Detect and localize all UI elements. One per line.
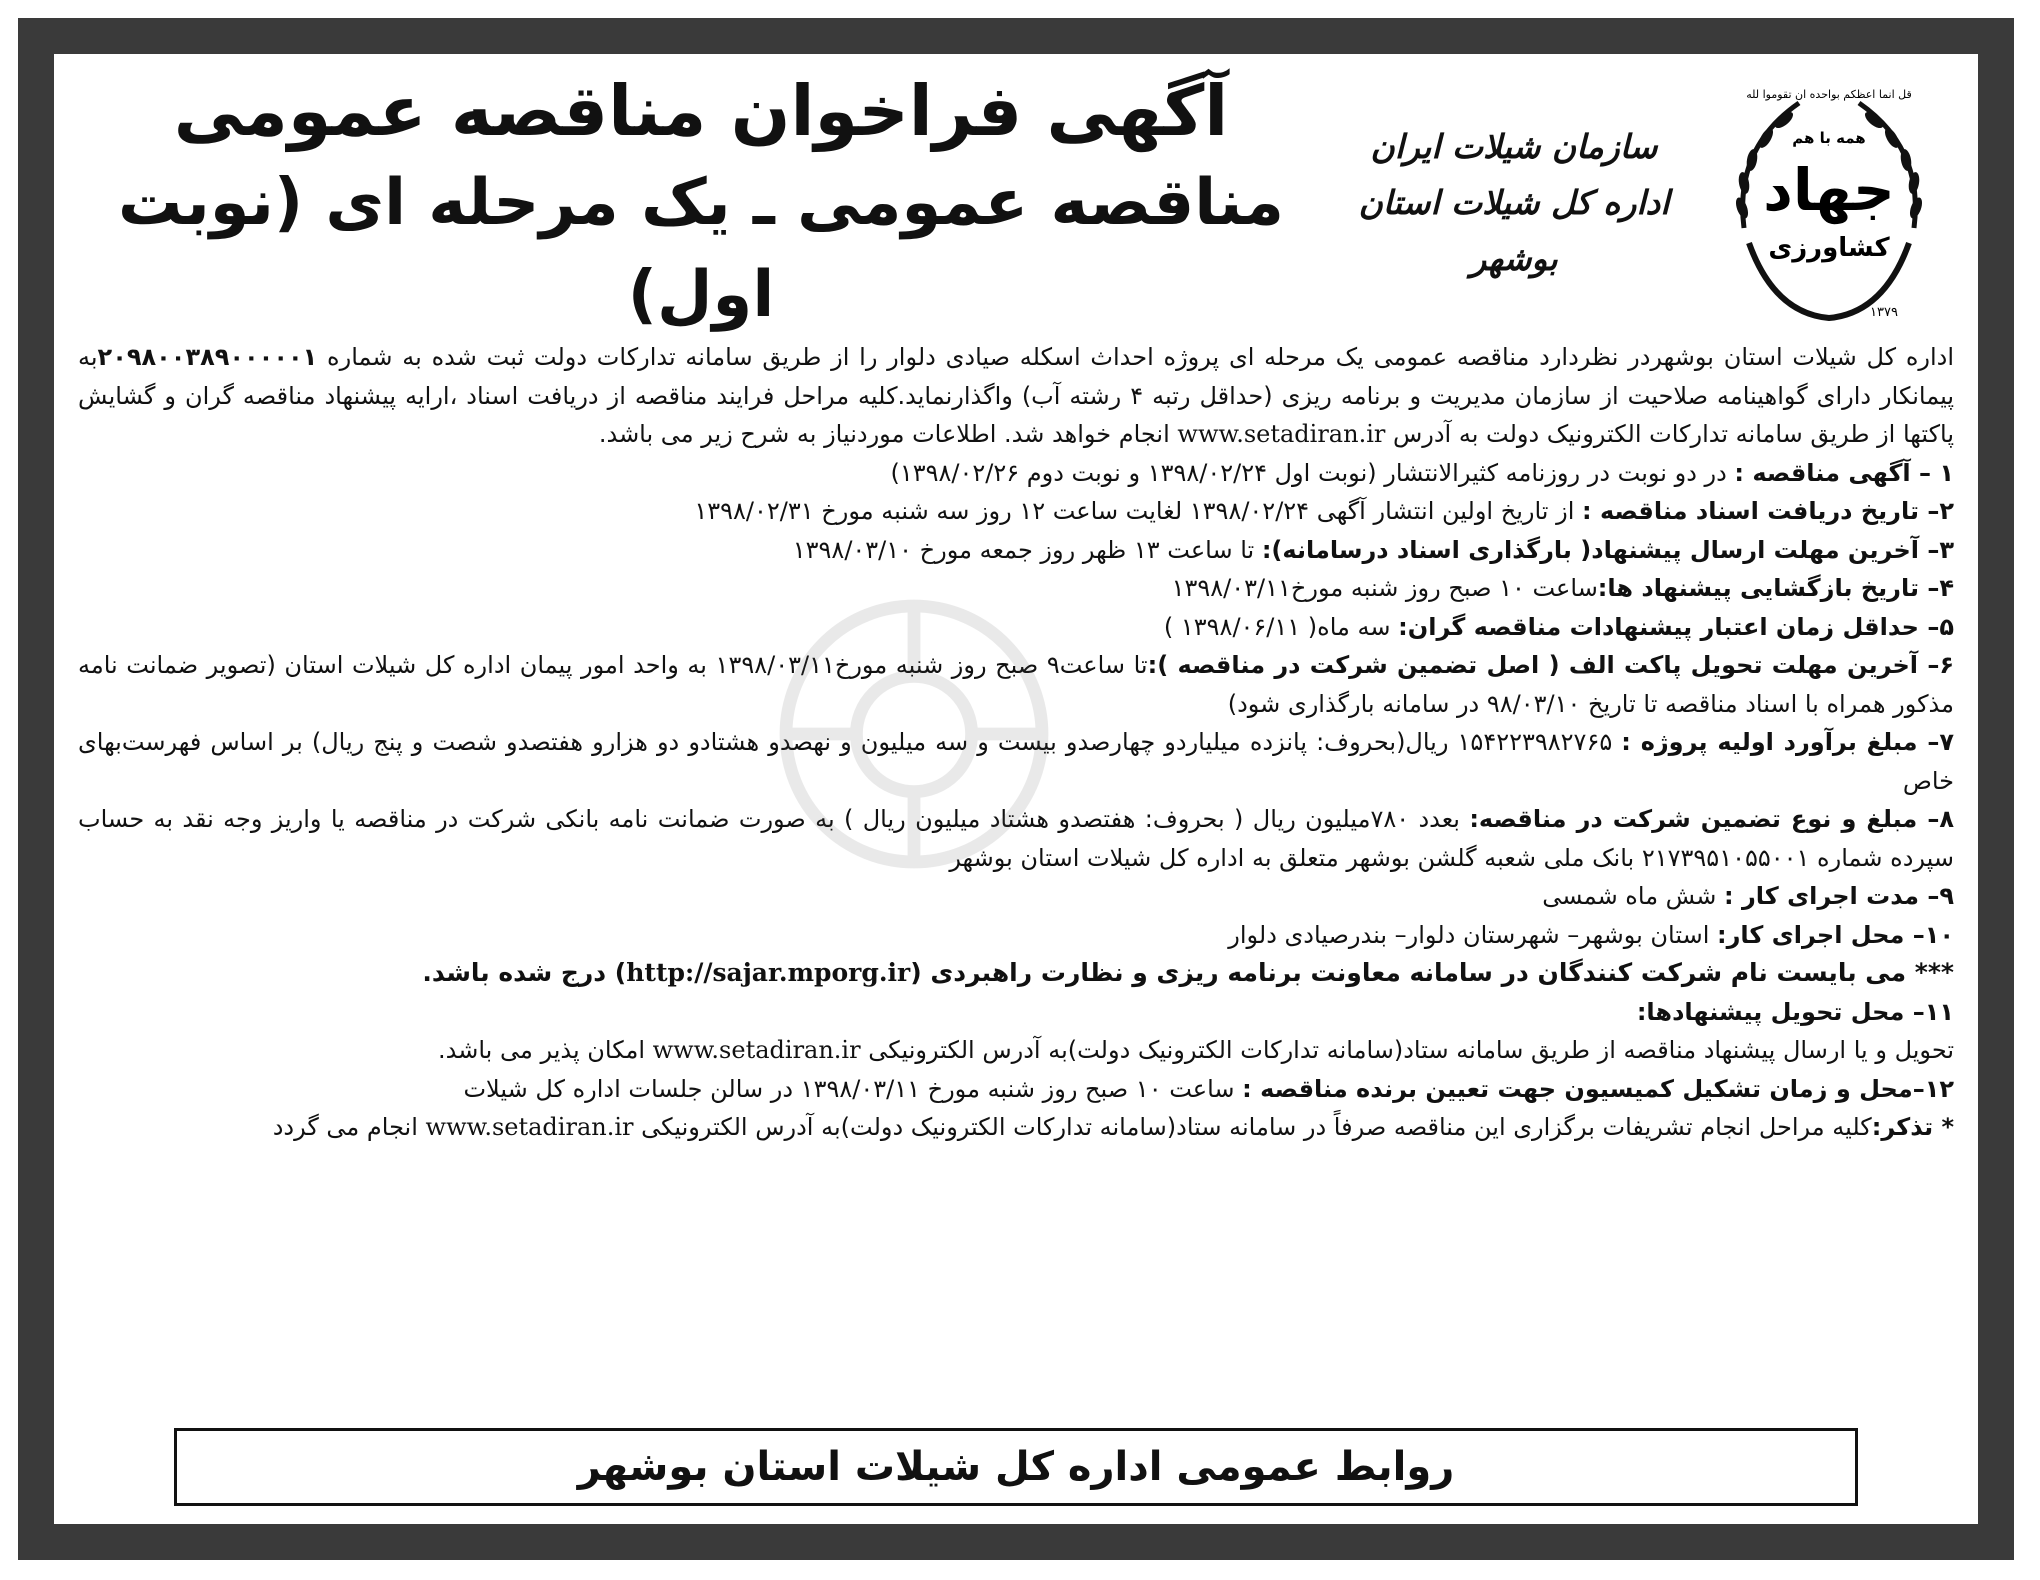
item-label: ۳– آخرین مهلت ارسال پیشنهاد( بارگذاری اسناد درسامانه): (1261, 535, 1954, 564)
item-label: ۴– تاریخ بازگشایی پیشنهاد ها: (1597, 574, 1954, 602)
item-label: ۱ – آگهی مناقصه : (1734, 458, 1954, 487)
item-11-text-b: امکان پذیر می باشد. (438, 1036, 653, 1064)
page-title: آگهی فراخوان مناقصه عمومی (173, 70, 1229, 152)
intro-text-a: اداره کل شیلات استان بوشهردر نظردارد مناقصه عمومی یک مرحله ای پروژه احداث اسکله صیادی دلوار را از طریق سامانه تدارکات دولت ثبت شده به شماره (317, 343, 1954, 371)
emblem-graphic (1704, 78, 1954, 328)
sajar-note (78, 954, 1954, 993)
item-3 (78, 531, 1954, 570)
item-11-link[interactable]: www.setadiran.ir (652, 1036, 861, 1064)
emblem-arc-text: قل انما اعظکم بواحده ان تقوموا لله (1746, 88, 1912, 101)
item-4 (78, 569, 1954, 608)
emblem-name: جهاد (1763, 156, 1895, 224)
item-text: در دو نوبت در روزنامه کثیرالانتشار (نوبت اول ۱۳۹۸/۰۲/۲۴ و نوبت دوم ۱۳۹۸/۰۲/۲۶) (890, 458, 1735, 487)
item-11-text (78, 1031, 1954, 1070)
sajar-note-suffix: ) درج شده باشد. (422, 958, 627, 987)
item-label: ۷– مبلغ برآورد اولیه پروژه : (1621, 728, 1954, 756)
emblem-year: ۱۳۷۹ (1870, 305, 1898, 320)
footer-signature: روابط عمومی اداره کل شیلات استان بوشهر (577, 1444, 1455, 1490)
item-2 (78, 492, 1954, 531)
item-12-text: ساعت ۱۰ صبح روز شنبه مورخ ۱۳۹۸/۰۳/۱۱ در سالن جلسات اداره کل شیلات (463, 1074, 1243, 1103)
announcement-body (78, 338, 1954, 1147)
item-11-text-a: تحویل و یا ارسال پیشنهاد مناقصه از طریق سامانه ستاد(سامانه تدارکات الکترونیک دولت)به آدرس الکترونیکی (860, 1036, 1954, 1064)
item-5 (78, 608, 1954, 647)
reminder-label: * تذکر: (1871, 1113, 1954, 1141)
intro-text-b: به پیمانکار دارای گواهینامه صلاحیت از سازمان مدیریت و برنامه ریزی (حداقل رتبه ۴ رشته آب) واگذارنماید.کلیه مراحل فرایند مناقصه از دریافت اسناد ،ارایه پیشنهاد مناقصه گران و گشایش پاکتها از طریق سامانه تدارکات الکترونیک دولت به آدرس (78, 343, 1954, 448)
footer-box (174, 1428, 1858, 1506)
emblem-top-text: همه با هم (1792, 129, 1866, 147)
item-11 (78, 993, 1954, 1032)
item-text: از تاریخ اولین انتشار آگهی ۱۳۹۸/۰۲/۲۴ لغایت ساعت ۱۲ روز سه شنبه مورخ ۱۳۹۸/۰۲/۳۱ (694, 497, 1582, 525)
item-label: ۹– مدت اجرای کار : (1724, 882, 1954, 910)
page-subtitle: مناقصه عمومی ـ یک مرحله ای (نوبت اول) (117, 166, 1285, 332)
items-list (78, 454, 1954, 955)
sajar-note-prefix: *** می بایست نام شرکت کنندگان در سامانه معاونت برنامه ریزی و نظارت راهبردی ( (910, 958, 1954, 987)
emblem-sub: کشاورزی (1768, 233, 1890, 263)
item-text: بعدد ۷۸۰میلیون ریال ( بحروف: هفتصدو هشتاد میلیون ریال ) به صورت ضمانت نامه بانکی شرکت در مناقصه یا واریز وجه نقد به حساب سپرده شماره ۲۱۷۳۹۵۱۰۵۵۰۰۱ بانک ملی شعبه گلشن بوشهر متعلق به اداره کل شیلات استان بوشهر (78, 805, 1954, 872)
item-12 (78, 1070, 1954, 1109)
item-6 (78, 646, 1954, 723)
item-11-label: ۱۱– محل تحویل پیشنهادها: (1636, 997, 1954, 1026)
org-line-1: سازمان شیلات ایران (1370, 127, 1658, 166)
setad-link[interactable]: www.setadiran.ir (1177, 420, 1386, 448)
reminder-note (78, 1108, 1954, 1147)
item-text: استان بوشهر– شهرستان دلوار– بندرصیادی دلوار (1228, 920, 1717, 949)
item-10 (78, 916, 1954, 955)
item-1 (78, 454, 1954, 493)
reminder-text-b: انجام می گردد (272, 1113, 426, 1141)
announcement-sheet (54, 54, 1978, 1524)
header (78, 68, 1954, 338)
sajar-link[interactable]: http://sajar.mporg.ir (626, 958, 911, 987)
org-line-2: اداره کل شیلات استان بوشهر (1358, 183, 1670, 278)
item-8 (78, 800, 1954, 877)
reminder-link[interactable]: www.setadiran.ir (425, 1113, 634, 1141)
item-12-label: ۱۲–محل و زمان تشکیل کمیسیون جهت تعیین برنده مناقصه : (1242, 1074, 1954, 1103)
item-label: ۸– مبلغ و نوع تضمین شرکت در مناقصه: (1469, 805, 1955, 833)
item-label: ۵– حداقل زمان اعتبار پیشنهادات مناقصه گران: (1398, 612, 1954, 641)
item-9 (78, 877, 1954, 916)
item-label: ۲– تاریخ دریافت اسناد مناقصه : (1582, 497, 1954, 525)
organization-name (1324, 119, 1704, 287)
tender-number: ۲۰۹۸۰۰۳۸۹۰۰۰۰۰۱ (97, 343, 318, 371)
item-7 (78, 723, 1954, 800)
item-text: تا ساعت ۱۳ ظهر روز جمعه مورخ ۱۳۹۸/۰۳/۱۰ (792, 535, 1262, 564)
item-text: سه ماه( ۱۳۹۸/۰۶/۱۱ ) (1163, 612, 1399, 641)
intro-text-c: انجام خواهد شد. اطلاعات موردنیاز به شرح زیر می باشد. (598, 420, 1178, 448)
item-text: ۱۵۴۲۲۳۹۸۲۷۶۵ ریال(بحروف: پانزده میلیاردو چهارصدو بیست و سه میلیون و نهصدو هشتادو دو هزارو هفتصدو شصت و پنج ریال) بر اساس فهرست‌بهای خاص (78, 728, 1954, 795)
page-frame (18, 18, 2014, 1560)
title-block (78, 65, 1324, 341)
jihad-emblem (1704, 78, 1954, 328)
item-label: ۶– آخرین مهلت تحویل پاکت الف ( اصل تضمین شرکت در مناقصه ): (1147, 651, 1954, 679)
intro-paragraph (78, 338, 1954, 454)
item-label: ۱۰– محل اجرای کار: (1717, 920, 1954, 949)
item-text: شش ماه شمسی (1542, 882, 1725, 910)
reminder-text-a: کلیه مراحل انجام تشریفات برگزاری این مناقصه صرفاً در سامانه ستاد(سامانه تدارکات الکترونیک دولت)به آدرس الکترونیکی (633, 1113, 1872, 1141)
item-text: ساعت ۱۰ صبح روز شنبه مورخ۱۳۹۸/۰۳/۱۱ (1171, 574, 1598, 602)
item-text: تا ساعت۹ صبح روز شنبه مورخ۱۳۹۸/۰۳/۱۱ به واحد امور پیمان اداره کل شیلات استان (تصویر ضمانت نامه مذکور همراه با اسناد مناقصه تا تاریخ ۹۸/۰۳/۱۰ در سامانه بارگذاری شود) (78, 651, 1954, 718)
